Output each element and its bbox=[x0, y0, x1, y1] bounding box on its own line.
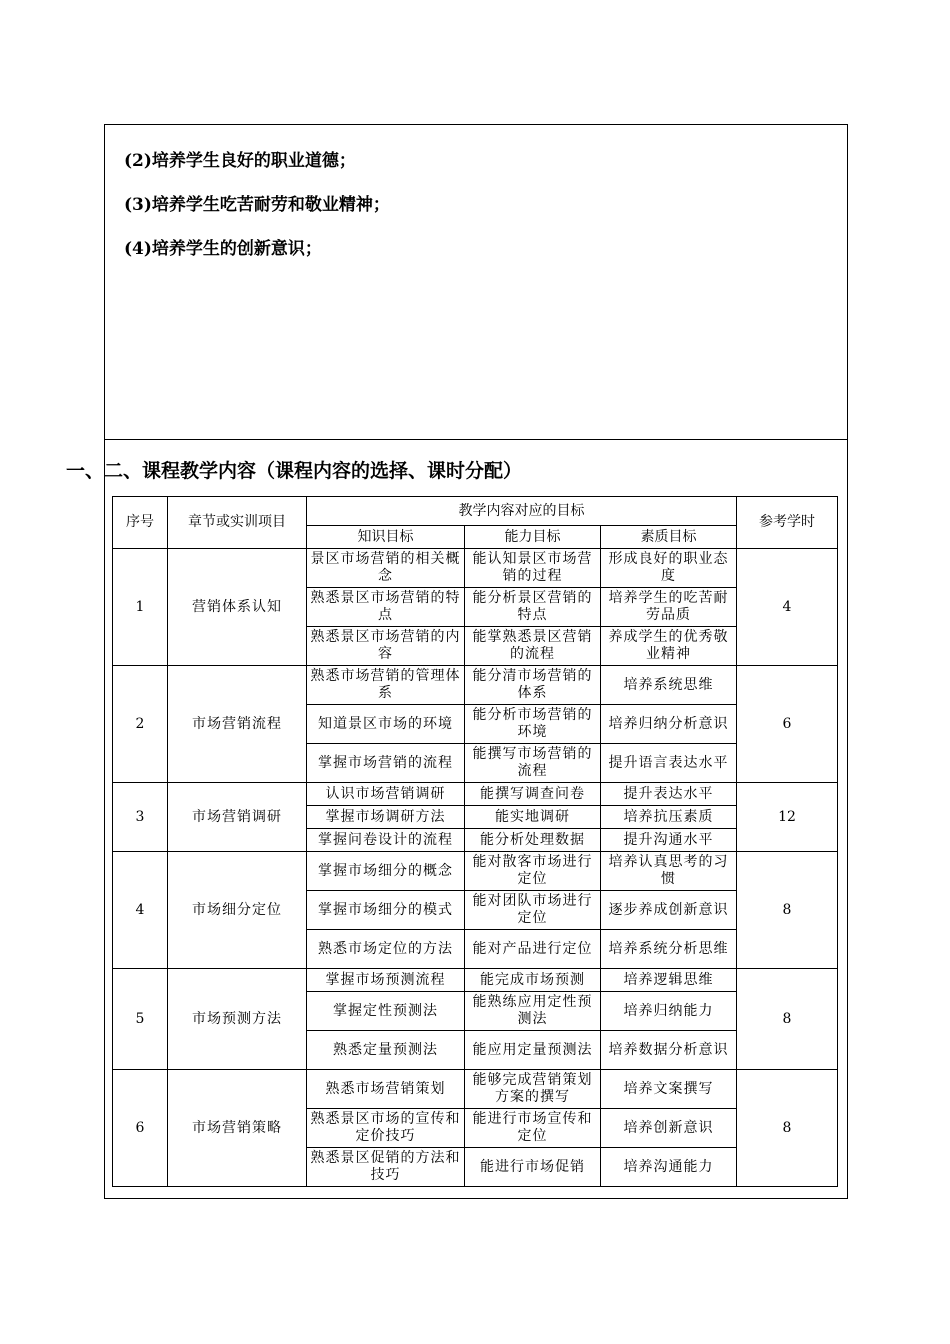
cell-quality: 养成学生的优秀敬业精神 bbox=[601, 627, 737, 666]
cell-seq: 1 bbox=[113, 549, 168, 666]
cell-ability: 能应用定量预测法 bbox=[465, 1031, 601, 1070]
course-content-table bbox=[112, 496, 838, 1187]
cell-knowledge: 熟悉市场营销的管理体系 bbox=[307, 666, 465, 705]
cell-ability: 能完成市场预测 bbox=[465, 969, 601, 992]
cell-ability: 能认知景区市场营销的过程 bbox=[465, 549, 601, 588]
cell-chapter: 市场营销流程 bbox=[168, 666, 307, 783]
cell-quality: 培养系统分析思维 bbox=[601, 930, 737, 969]
cell-ability: 能进行市场促销 bbox=[465, 1148, 601, 1187]
cell-ability: 能对团队市场进行定位 bbox=[465, 891, 601, 930]
cell-quality: 培养认真思考的习惯 bbox=[601, 852, 737, 891]
cell-ability: 能对散客市场进行定位 bbox=[465, 852, 601, 891]
cell-ability: 能掌熟悉景区营销的流程 bbox=[465, 627, 601, 666]
cell-seq: 5 bbox=[113, 969, 168, 1070]
section-title: 一、二、课程教学内容（课程内容的选择、课时分配） bbox=[66, 460, 523, 482]
cell-seq: 6 bbox=[113, 1070, 168, 1187]
cell-hours: 8 bbox=[737, 852, 838, 969]
header-chapter: 章节或实训项目 bbox=[168, 497, 307, 549]
table-row bbox=[113, 852, 838, 891]
cell-knowledge: 掌握定性预测法 bbox=[307, 992, 465, 1031]
cell-knowledge: 熟悉景区市场营销的特点 bbox=[307, 588, 465, 627]
cell-chapter: 市场预测方法 bbox=[168, 969, 307, 1070]
cell-chapter: 营销体系认知 bbox=[168, 549, 307, 666]
cell-knowledge: 熟悉定量预测法 bbox=[307, 1031, 465, 1070]
cell-ability: 能分析处理数据 bbox=[465, 829, 601, 852]
cell-ability: 能够完成营销策划方案的撰写 bbox=[465, 1070, 601, 1109]
cell-chapter: 市场细分定位 bbox=[168, 852, 307, 969]
cell-quality: 培养抗压素质 bbox=[601, 806, 737, 829]
cell-quality: 提升语言表达水平 bbox=[601, 744, 737, 783]
header-targets: 教学内容对应的目标 bbox=[307, 497, 737, 526]
cell-seq: 4 bbox=[113, 852, 168, 969]
goal-item: (3)培养学生吃苦耐劳和敬业精神； bbox=[124, 195, 390, 215]
cell-hours: 4 bbox=[737, 549, 838, 666]
cell-ability: 能进行市场宣传和定位 bbox=[465, 1109, 601, 1148]
cell-chapter: 市场营销策略 bbox=[168, 1070, 307, 1187]
cell-quality: 逐步养成创新意识 bbox=[601, 891, 737, 930]
header-quality: 素质目标 bbox=[601, 526, 737, 549]
cell-chapter: 市场营销调研 bbox=[168, 783, 307, 852]
cell-quality: 提升沟通水平 bbox=[601, 829, 737, 852]
cell-quality: 培养文案撰写 bbox=[601, 1070, 737, 1109]
cell-hours: 8 bbox=[737, 969, 838, 1070]
header-ability: 能力目标 bbox=[465, 526, 601, 549]
cell-ability: 能实地调研 bbox=[465, 806, 601, 829]
cell-quality: 培养创新意识 bbox=[601, 1109, 737, 1148]
goal-item: (2)培养学生良好的职业道德； bbox=[124, 151, 356, 171]
cell-ability: 能分析市场营销的环境 bbox=[465, 705, 601, 744]
cell-quality: 形成良好的职业态度 bbox=[601, 549, 737, 588]
table-row bbox=[113, 1070, 838, 1109]
cell-quality: 培养系统思维 bbox=[601, 666, 737, 705]
cell-knowledge: 知道景区市场的环境 bbox=[307, 705, 465, 744]
cell-ability: 能分清市场营销的体系 bbox=[465, 666, 601, 705]
cell-quality: 培养沟通能力 bbox=[601, 1148, 737, 1187]
cell-quality: 培养归纳分析意识 bbox=[601, 705, 737, 744]
cell-quality: 培养学生的吃苦耐劳品质 bbox=[601, 588, 737, 627]
cell-knowledge: 景区市场营销的相关概念 bbox=[307, 549, 465, 588]
cell-hours: 8 bbox=[737, 1070, 838, 1187]
cell-ability: 能熟练应用定性预测法 bbox=[465, 992, 601, 1031]
cell-quality: 培养归纳能力 bbox=[601, 992, 737, 1031]
cell-knowledge: 熟悉景区市场营销的内容 bbox=[307, 627, 465, 666]
cell-knowledge: 掌握市场细分的概念 bbox=[307, 852, 465, 891]
cell-knowledge: 掌握问卷设计的流程 bbox=[307, 829, 465, 852]
cell-ability: 能撰写调查问卷 bbox=[465, 783, 601, 806]
cell-knowledge: 熟悉景区促销的方法和技巧 bbox=[307, 1148, 465, 1187]
header-seq: 序号 bbox=[113, 497, 168, 549]
cell-ability: 能撰写市场营销的流程 bbox=[465, 744, 601, 783]
cell-knowledge: 掌握市场预测流程 bbox=[307, 969, 465, 992]
goal-item: (4)培养学生的创新意识； bbox=[124, 239, 322, 259]
cell-quality: 培养数据分析意识 bbox=[601, 1031, 737, 1070]
table-row bbox=[113, 783, 838, 806]
cell-seq: 3 bbox=[113, 783, 168, 852]
cell-ability: 能分析景区营销的特点 bbox=[465, 588, 601, 627]
table-row bbox=[113, 969, 838, 992]
header-hours: 参考学时 bbox=[737, 497, 838, 549]
cell-knowledge: 熟悉景区市场的宣传和定价技巧 bbox=[307, 1109, 465, 1148]
cell-hours: 6 bbox=[737, 666, 838, 783]
header-knowledge: 知识目标 bbox=[307, 526, 465, 549]
cell-knowledge: 认识市场营销调研 bbox=[307, 783, 465, 806]
cell-hours: 12 bbox=[737, 783, 838, 852]
cell-knowledge: 掌握市场细分的模式 bbox=[307, 891, 465, 930]
cell-knowledge: 熟悉市场营销策划 bbox=[307, 1070, 465, 1109]
cell-knowledge: 熟悉市场定位的方法 bbox=[307, 930, 465, 969]
cell-knowledge: 掌握市场营销的流程 bbox=[307, 744, 465, 783]
cell-quality: 培养逻辑思维 bbox=[601, 969, 737, 992]
cell-quality: 提升表达水平 bbox=[601, 783, 737, 806]
cell-seq: 2 bbox=[113, 666, 168, 783]
cell-knowledge: 掌握市场调研方法 bbox=[307, 806, 465, 829]
table-row bbox=[113, 666, 838, 705]
frame-divider bbox=[104, 439, 848, 440]
cell-ability: 能对产品进行定位 bbox=[465, 930, 601, 969]
table-row bbox=[113, 549, 838, 588]
